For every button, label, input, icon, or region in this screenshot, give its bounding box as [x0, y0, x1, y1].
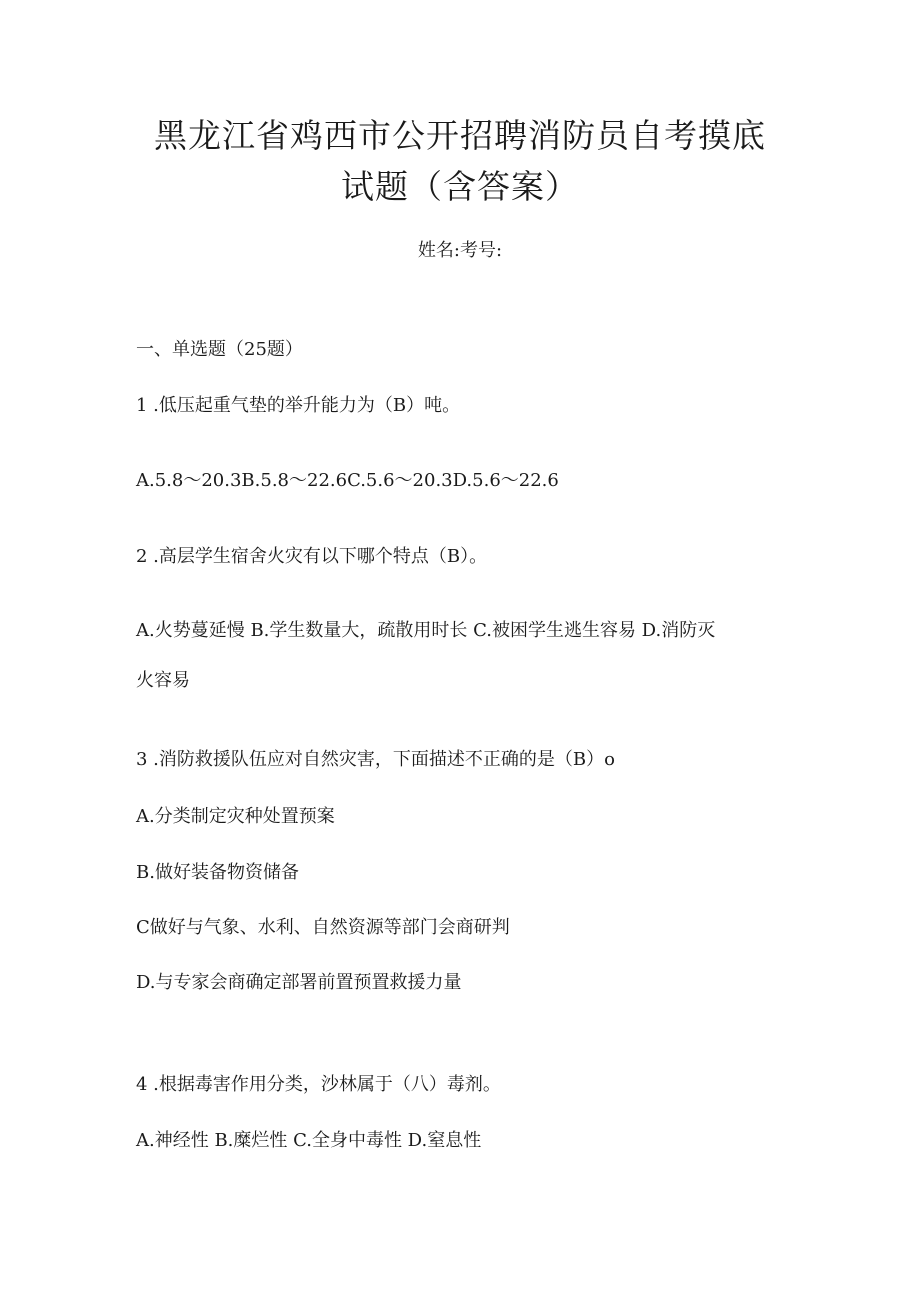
document-title-line-2: 试题（含答案）: [341, 167, 579, 206]
question-4-options: A.神经性 B.糜烂性 C.全身中毒性 D.窒息性: [136, 1130, 482, 1151]
question-3-option-a: A.分类制定灾种处置预案: [136, 806, 335, 827]
question-3-option-d: D.与专家会商确定部署前置预置救援力量: [136, 972, 462, 993]
question-3-option-b: B.做好装备物资储备: [136, 862, 299, 883]
question-2-options: A.火势蔓延慢 B.学生数量大，疏散用时长 C.被困学生逃生容易 D.消防灭: [136, 620, 716, 641]
question-3-option-c: C做好与气象、水利、自然资源等部门会商研判: [136, 917, 510, 938]
document-title-line-1: 黑龙江省鸡西市公开招聘消防员自考摸底: [154, 116, 766, 155]
question-3-stem: 3 .消防救援队伍应对自然灾害，下面描述不正确的是（B）o: [136, 749, 615, 770]
question-2-stem: 2 .高层学生宿舍火灾有以下哪个特点（B）。: [136, 546, 488, 567]
question-2-options-continued: 火容易: [136, 670, 190, 691]
section-heading: 一、单选题（25题）: [136, 339, 303, 360]
name-exam-number-line: 姓名:考号:: [417, 240, 503, 261]
question-1-options: A.5.8～20.3B.5.8～22.6C.5.6～20.3D.5.6～22.6: [136, 470, 559, 491]
question-4-stem: 4 .根据毒害作用分类，沙林属于（八）毒剂。: [136, 1074, 501, 1095]
question-1-stem: 1 .低压起重气垫的举升能力为（B）吨。: [136, 395, 461, 416]
